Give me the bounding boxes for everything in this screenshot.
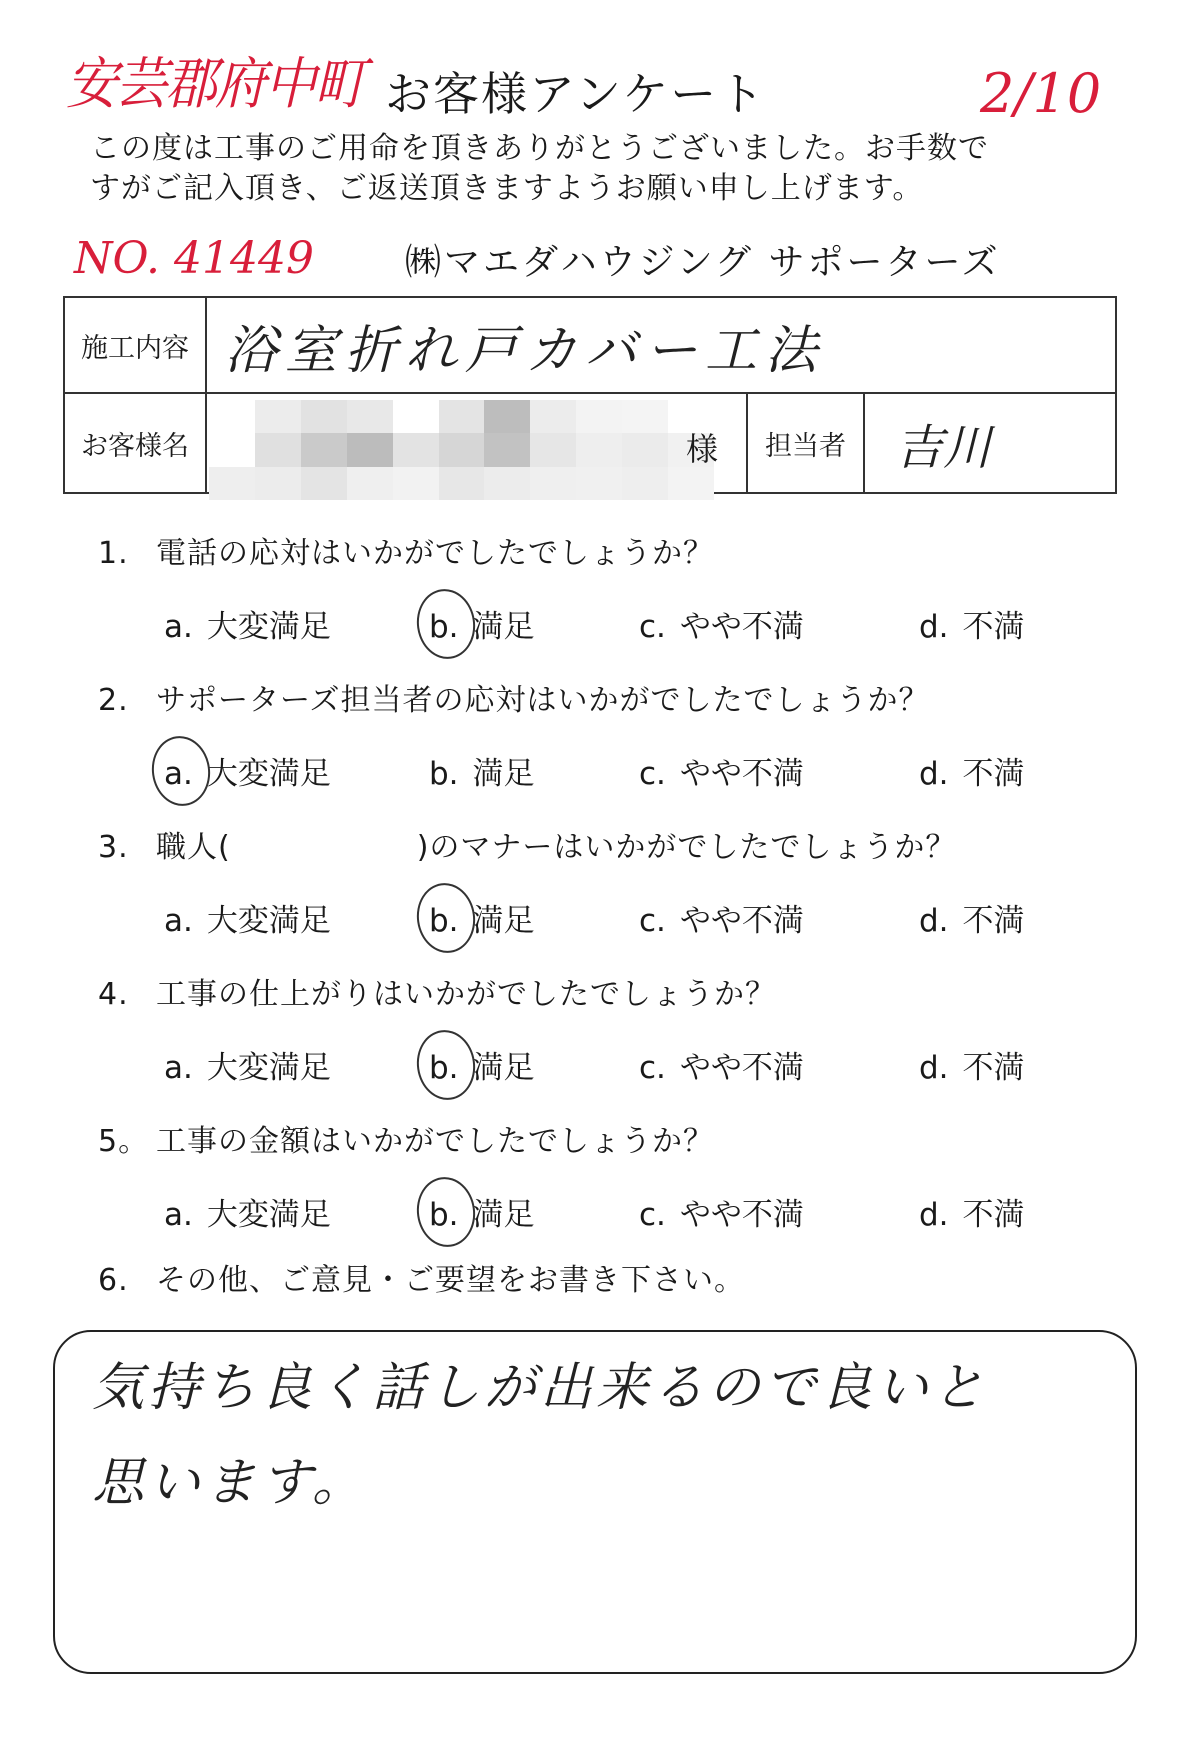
option-letter: b. xyxy=(429,609,459,645)
question-number: 3. xyxy=(98,830,129,865)
option-a[interactable] xyxy=(164,1042,331,1087)
option-b-selected[interactable] xyxy=(429,601,535,646)
option-b-selected[interactable] xyxy=(429,1189,535,1234)
option-text: 不満 xyxy=(962,1050,1025,1086)
option-d[interactable] xyxy=(919,601,1025,646)
option-text: 不満 xyxy=(962,1197,1025,1233)
info-table xyxy=(63,296,1117,494)
option-letter: c. xyxy=(639,609,666,645)
option-b[interactable] xyxy=(429,748,535,793)
option-a[interactable] xyxy=(164,601,331,646)
option-c[interactable] xyxy=(639,895,804,940)
option-text: 大変満足 xyxy=(206,1050,331,1086)
question-1 xyxy=(98,528,714,572)
work-label: 施工内容 xyxy=(64,297,206,393)
option-letter: d. xyxy=(919,1050,949,1086)
option-d[interactable] xyxy=(919,895,1025,940)
customer-name-cell xyxy=(206,393,747,493)
option-text: 不満 xyxy=(962,609,1025,645)
option-text: 不満 xyxy=(962,756,1025,792)
customer-label: お客様名 xyxy=(64,393,206,493)
question-6 xyxy=(98,1255,745,1299)
option-text: 大変満足 xyxy=(206,903,331,939)
question-text: 工事の仕上がりはいかがでしたでしょうか？ xyxy=(156,977,776,1012)
option-letter: d. xyxy=(919,609,949,645)
option-letter: b. xyxy=(429,1197,459,1233)
option-letter: b. xyxy=(429,1050,459,1086)
option-b-selected[interactable] xyxy=(429,895,535,940)
question-text: その他、ご意見・ご要望をお書き下さい。 xyxy=(156,1263,745,1298)
option-text: 不満 xyxy=(962,903,1025,939)
work-value: 浴室折れ戸カバー工法 xyxy=(206,297,1116,393)
redacted-name-mosaic xyxy=(209,400,714,500)
option-text: やや不満 xyxy=(679,1050,804,1086)
intro-line-1: この度は工事のご用命を頂きありがとうございました。お手数で xyxy=(90,131,989,166)
option-c[interactable] xyxy=(639,748,804,793)
staff-label: 担当者 xyxy=(747,393,864,493)
question-number: 6. xyxy=(98,1263,129,1298)
option-text: 大変満足 xyxy=(206,609,331,645)
option-text: 満足 xyxy=(472,609,535,645)
question-text: 職人( )のマナーはいかがでしたでしょうか？ xyxy=(156,830,957,865)
option-letter: a. xyxy=(164,756,193,792)
option-text: やや不満 xyxy=(679,756,804,792)
option-text: 満足 xyxy=(472,1197,535,1233)
question-number: 5。 xyxy=(98,1124,150,1159)
option-letter: d. xyxy=(919,903,949,939)
option-text: 満足 xyxy=(472,1050,535,1086)
page-title: お客様アンケート xyxy=(385,67,767,121)
option-text: やや不満 xyxy=(679,1197,804,1233)
question-number: 4. xyxy=(98,977,129,1012)
option-letter: d. xyxy=(919,1197,949,1233)
question-number: 2. xyxy=(98,683,129,718)
option-a[interactable] xyxy=(164,895,331,940)
question-4 xyxy=(98,969,776,1013)
option-letter: c. xyxy=(639,1197,666,1233)
option-letter: a. xyxy=(164,609,193,645)
option-d[interactable] xyxy=(919,748,1025,793)
option-text: 満足 xyxy=(472,903,535,939)
option-letter: c. xyxy=(639,903,666,939)
question-text: サポーターズ担当者の応対はいかがでしたでしょうか？ xyxy=(156,683,930,718)
option-c[interactable] xyxy=(639,601,804,646)
option-text: 満足 xyxy=(472,756,535,792)
option-a[interactable] xyxy=(164,1189,331,1234)
option-text: 大変満足 xyxy=(206,756,331,792)
comment-line-1: 気持ち良く話しが出来るので良いと xyxy=(92,1358,989,1418)
intro-line-2: すがご記入頂き、ご返送頂きますようお願い申し上げます。 xyxy=(90,171,924,206)
location-handwritten: 安芸郡府中町 xyxy=(66,52,365,117)
question-5 xyxy=(98,1116,714,1160)
option-letter: a. xyxy=(164,1050,193,1086)
option-c[interactable] xyxy=(639,1042,804,1087)
option-d[interactable] xyxy=(919,1189,1025,1234)
option-d[interactable] xyxy=(919,1042,1025,1087)
question-text: 電話の応対はいかがでしたでしょうか？ xyxy=(156,536,714,571)
option-letter: c. xyxy=(639,756,666,792)
comment-line-2: 思います。 xyxy=(92,1453,368,1513)
option-letter: b. xyxy=(429,903,459,939)
question-number: 1. xyxy=(98,536,129,571)
option-letter: d. xyxy=(919,756,949,792)
option-letter: b. xyxy=(429,756,459,792)
option-text: やや不満 xyxy=(679,903,804,939)
staff-value: 吉川 xyxy=(864,393,1116,493)
customer-suffix: 様 xyxy=(685,430,718,468)
option-text: 大変満足 xyxy=(206,1197,331,1233)
company-name: ㈱マエダハウジング サポーターズ xyxy=(405,242,1001,283)
option-c[interactable] xyxy=(639,1189,804,1234)
option-letter: a. xyxy=(164,903,193,939)
option-letter: a. xyxy=(164,1197,193,1233)
date-handwritten: 2/10 xyxy=(980,62,1102,125)
option-text: やや不満 xyxy=(679,609,804,645)
question-text: 工事の金額はいかがでしたでしょうか？ xyxy=(156,1124,714,1159)
survey-number: NO. 41449 xyxy=(74,233,314,284)
option-letter: c. xyxy=(639,1050,666,1086)
option-b-selected[interactable] xyxy=(429,1042,535,1087)
option-a-selected[interactable] xyxy=(164,748,331,793)
question-2 xyxy=(98,675,930,719)
question-3 xyxy=(98,822,956,866)
